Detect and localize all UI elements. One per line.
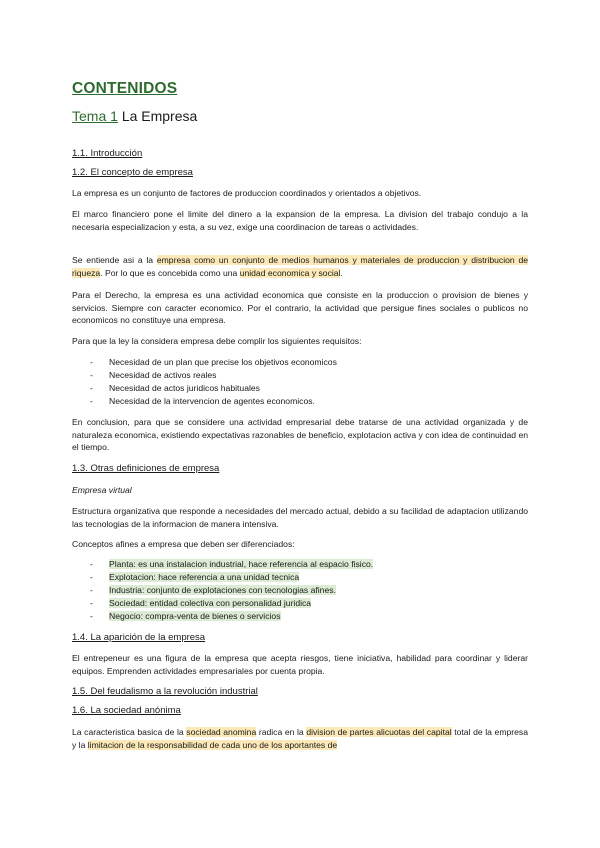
page-title: CONTENIDOS	[72, 80, 178, 97]
highlighted-text: Explotacion: hace referencia a una unidad tecnica	[109, 571, 300, 582]
text-span: total de la empresa y la	[72, 727, 528, 750]
list-item: - Necesidad de activos reales	[72, 369, 528, 382]
list-item: - Necesidad de actos juridicos habituales	[72, 382, 528, 395]
paragraph: Estructura organizativa que responde a necesidades del mercado actual, debido a su facilidad de adaptacion utilizando las tecnologias de la informacion de manera intensiva.	[72, 506, 528, 529]
topic-name: La Empresa	[121, 108, 198, 124]
section-heading-1-3: 1.3. Otras definiciones de empresa	[72, 463, 220, 474]
section-heading-1-4: 1.4. La aparición de la empresa	[72, 632, 206, 643]
list-item: - Necesidad de la intervencion de agentes economicos.	[72, 395, 528, 408]
subheading-italic: Empresa virtual	[72, 485, 132, 495]
text-span: radica en la	[256, 727, 307, 737]
paragraph: El marco financiero pone el limite del dinero a la expansion de la empresa. La division del trabajo condujo a la necesaria especializacion y esta, a su vez, exige una coordinacion de tareas o actividades.	[72, 209, 528, 232]
related-concepts-list	[72, 558, 528, 623]
paragraph: Conceptos afines a empresa que deben ser diferenciados:	[72, 539, 295, 549]
paragraph: Para el Derecho, la empresa es una actividad economica que consiste en la produccion o provision de bienes y servicios. Siempre con caracter economico. Por el contrario, la actividad que persigue fines sociales o publicos no economicos no constituye una empresa.	[72, 290, 528, 326]
paragraph: En conclusion, para que se considere una actividad empresarial debe tratarse de una actividad organizada y de naturaleza economica, existiendo expectativas razonables de beneficio, explotacion activa y con idea de continuidad en el tiempo.	[72, 417, 528, 453]
paragraph	[72, 254, 528, 279]
highlighted-text: division de partes alicuotas del capital	[306, 727, 452, 737]
list-item	[72, 610, 528, 623]
highlighted-text: empresa como un conjunto de medios humanos y materiales de produccion y distribucion de riqueza	[72, 255, 528, 278]
highlighted-text: Negocio: compra-venta de bienes o servicios	[109, 610, 281, 621]
list-item	[72, 584, 528, 597]
paragraph: Para que la ley la considera empresa debe complir los siguientes requisitos:	[72, 336, 362, 346]
text-span: .	[340, 267, 343, 278]
paragraph: El entrepeneur es una figura de la empresa que acepta riesgos, tiene iniciativa, habilidad para coordinar y liderar equipos. Emprenden actividades empresariales por cuenta propia.	[72, 653, 528, 676]
highlighted-text: Planta: es una instalacion industrial, hace referencia al espacio fisico.	[109, 559, 374, 569]
section-heading-1-5: 1.5. Del feudalismo a la revolución industrial	[72, 686, 258, 697]
requirements-list	[72, 356, 528, 408]
paragraph: La empresa es un conjunto de factores de produccion coordinados y orientados a objetivos.	[72, 188, 422, 198]
topic-heading	[72, 108, 197, 124]
highlighted-text: unidad economica y social	[239, 267, 341, 278]
topic-number: Tema 1	[72, 108, 118, 124]
text-span: La caracteristica basica de la	[72, 727, 187, 737]
section-heading-1-6: 1.6. La sociedad anónima	[72, 705, 181, 716]
section-heading-1-2: 1.2. El concepto de empresa	[72, 167, 193, 178]
highlighted-text: limitacion de la responsabilidad de cada uno de los aportantes de	[87, 739, 338, 750]
text-span: . Por lo que es concebida como una	[100, 267, 240, 278]
paragraph	[72, 726, 528, 751]
list-item	[72, 558, 528, 571]
text-span: Se entiende asi a la	[72, 255, 157, 265]
highlighted-text: sociedad anomina	[186, 727, 257, 737]
list-item	[72, 571, 528, 584]
section-heading-1-1: 1.1. Introducción	[72, 148, 143, 159]
highlighted-text: Sociedad: entidad colectiva con personalidad juridica	[109, 597, 312, 608]
list-item	[72, 597, 528, 610]
highlighted-text: Industria: conjunto de explotaciones con tecnologias afines.	[109, 584, 336, 595]
list-item: - Necesidad de un plan que precise los objetivos economicos	[72, 356, 528, 369]
